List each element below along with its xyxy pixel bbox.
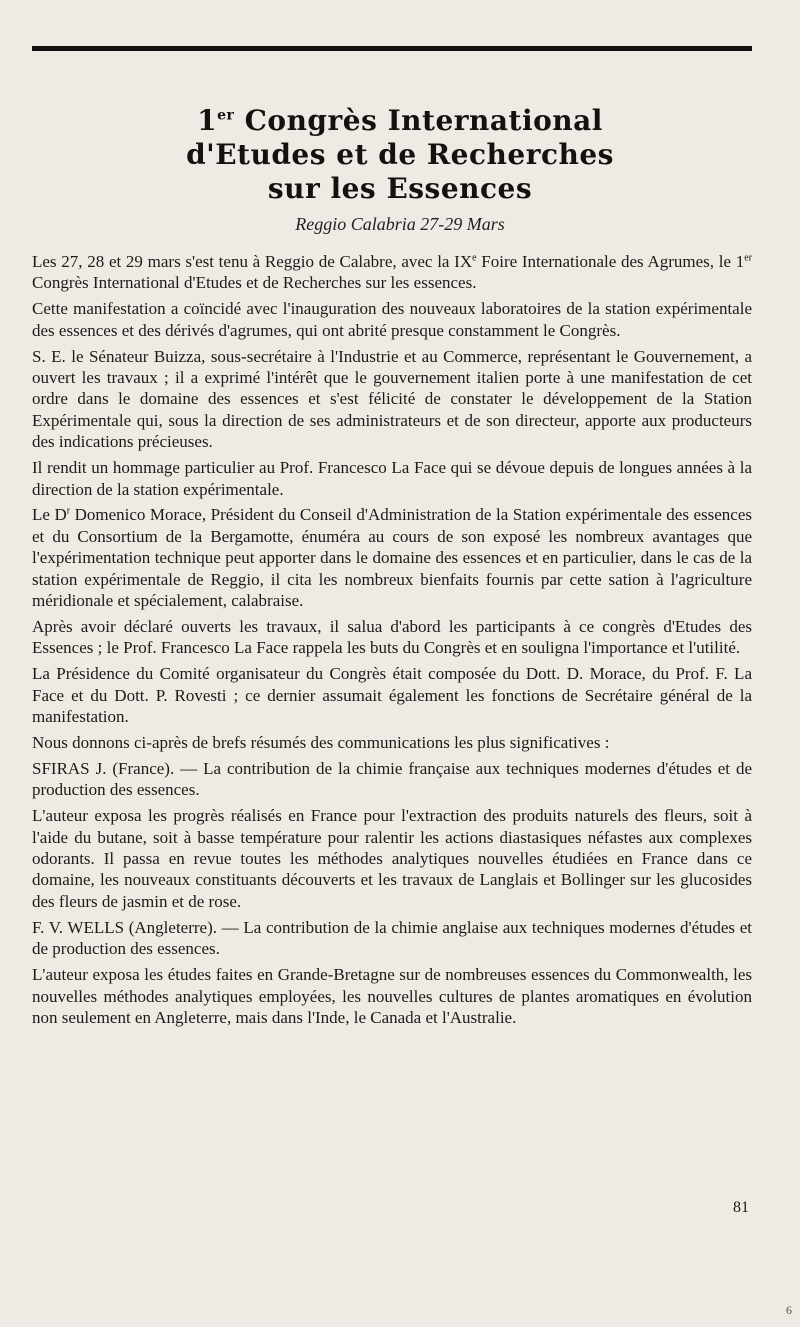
title-line-2: d'Etudes et de Recherches — [186, 138, 614, 171]
title-line-3: sur les Essences — [267, 172, 533, 205]
paragraph: Le $D^r$ Domenico Morace, Président du Conseil d'Administration de la Station expérimentale des essences et du Consortium de la Bergamotte, énuméra au cours de son exposé les nombreux avantages que l'expérimentation technique peut apporter dans le domaine des essences et en particulier, dans le cas de la station expérimentale de Reggio, il cita les nombreux bienfaits fournis par cette sation à l'agriculture méridionale et spécialement, calabraise. — [32, 505, 752, 611]
paragraph: Nous donnons ci-après de brefs résumés des communications les plus significatives : — [32, 733, 610, 753]
top-rule — [32, 46, 752, 51]
paragraph: La Présidence du Comité organisateur du Congrès était composée du Dott. D. Morace, du Prof. F. La Face et du Dott. P. Rovesti ; ce dernier assumait également les fonctions de Secrétaire général de la manifestation. — [32, 664, 752, 727]
article-body — [32, 251, 752, 1033]
title-line-1 — [0, 104, 800, 138]
article-subtitle: Reggio Calabria 27-29 Mars — [295, 214, 505, 234]
paragraph: SFIRAS J. (France). — La contribution de la chimie française aux techniques modernes d'études et de production des essences. — [32, 758, 752, 800]
paragraph: L'auteur exposa les études faites en Grande-Bretagne sur de nombreuses essences du Commonwealth, les nouvelles méthodes analytiques employées, les nouvelles cultures de plantes aromatiques en évolution non seulement en Angleterre, mais dans l'Inde, le Canada et l'Australie. — [32, 965, 752, 1027]
corner-mark: 6 — [786, 1303, 792, 1317]
paragraph: Cette manifestation a coïncidé avec l'inauguration des nouveaux laboratoires de la station expérimentale des essences et des dérivés d'agrumes, qui ont abrité presque constamment le Congrès. — [32, 299, 752, 340]
article-title — [0, 104, 800, 206]
paragraph: L'auteur exposa les progrès réalisés en France pour l'extraction des produits naturels des fleurs, soit à l'aide du butane, soit à basse température pour ralentir les actions diastasiques néfastes aux complexes odorants. Il passa en revue toutes les méthodes analytiques nouvelles étudiées en France dans ce domaine, les nouveaux constituants découverts et les travaux de Langlais et Bollinger sur les glucosides des fleurs de jasmin et de rose. — [32, 806, 752, 911]
page-number: 81 — [733, 1199, 749, 1216]
paragraph: Les 27, 28 et 29 mars s'est tenu à Reggio de Calabre, avec la IXe Foire Internationale des Agrumes, le 1er Congrès International d'Etudes et de Recherches sur les essences. — [32, 252, 752, 293]
paragraph: F. V. WELLS (Angleterre). — La contribution de la chimie anglaise aux techniques modernes d'études et de production des essences. — [32, 917, 752, 959]
title-line-1-text: Congrès International — [234, 104, 603, 137]
paragraph: Après avoir déclaré ouverts les travaux, il salua d'abord les participants à ce congrès d'Etudes des Essences ; le Prof. Francesco La Face rappela les buts du Congrès et en souligna l'importance et l'utilité. — [32, 617, 752, 658]
paragraph: S. E. le Sénateur Buizza, sous-secrétaire à l'Industrie et au Commerce, représentant le Gouvernement, a ouvert les travaux ; il a exprimé l'intérêt que le gouvernement italien porte à une manifestation de cet ordre dans le domaine des essences et s'est félicité de constater le développement de la Station Expérimentale qui, sous la direction de ses administrateurs et de son directeur, apporte aux producteurs des indications précieuses. — [32, 346, 752, 452]
paragraph: Il rendit un hommage particulier au Prof. Francesco La Face qui se dévoue depuis de longues années à la direction de la station expérimentale. — [32, 458, 752, 499]
title-ordinal: 1 — [197, 104, 218, 137]
title-ordinal-sup: er — [217, 107, 235, 124]
